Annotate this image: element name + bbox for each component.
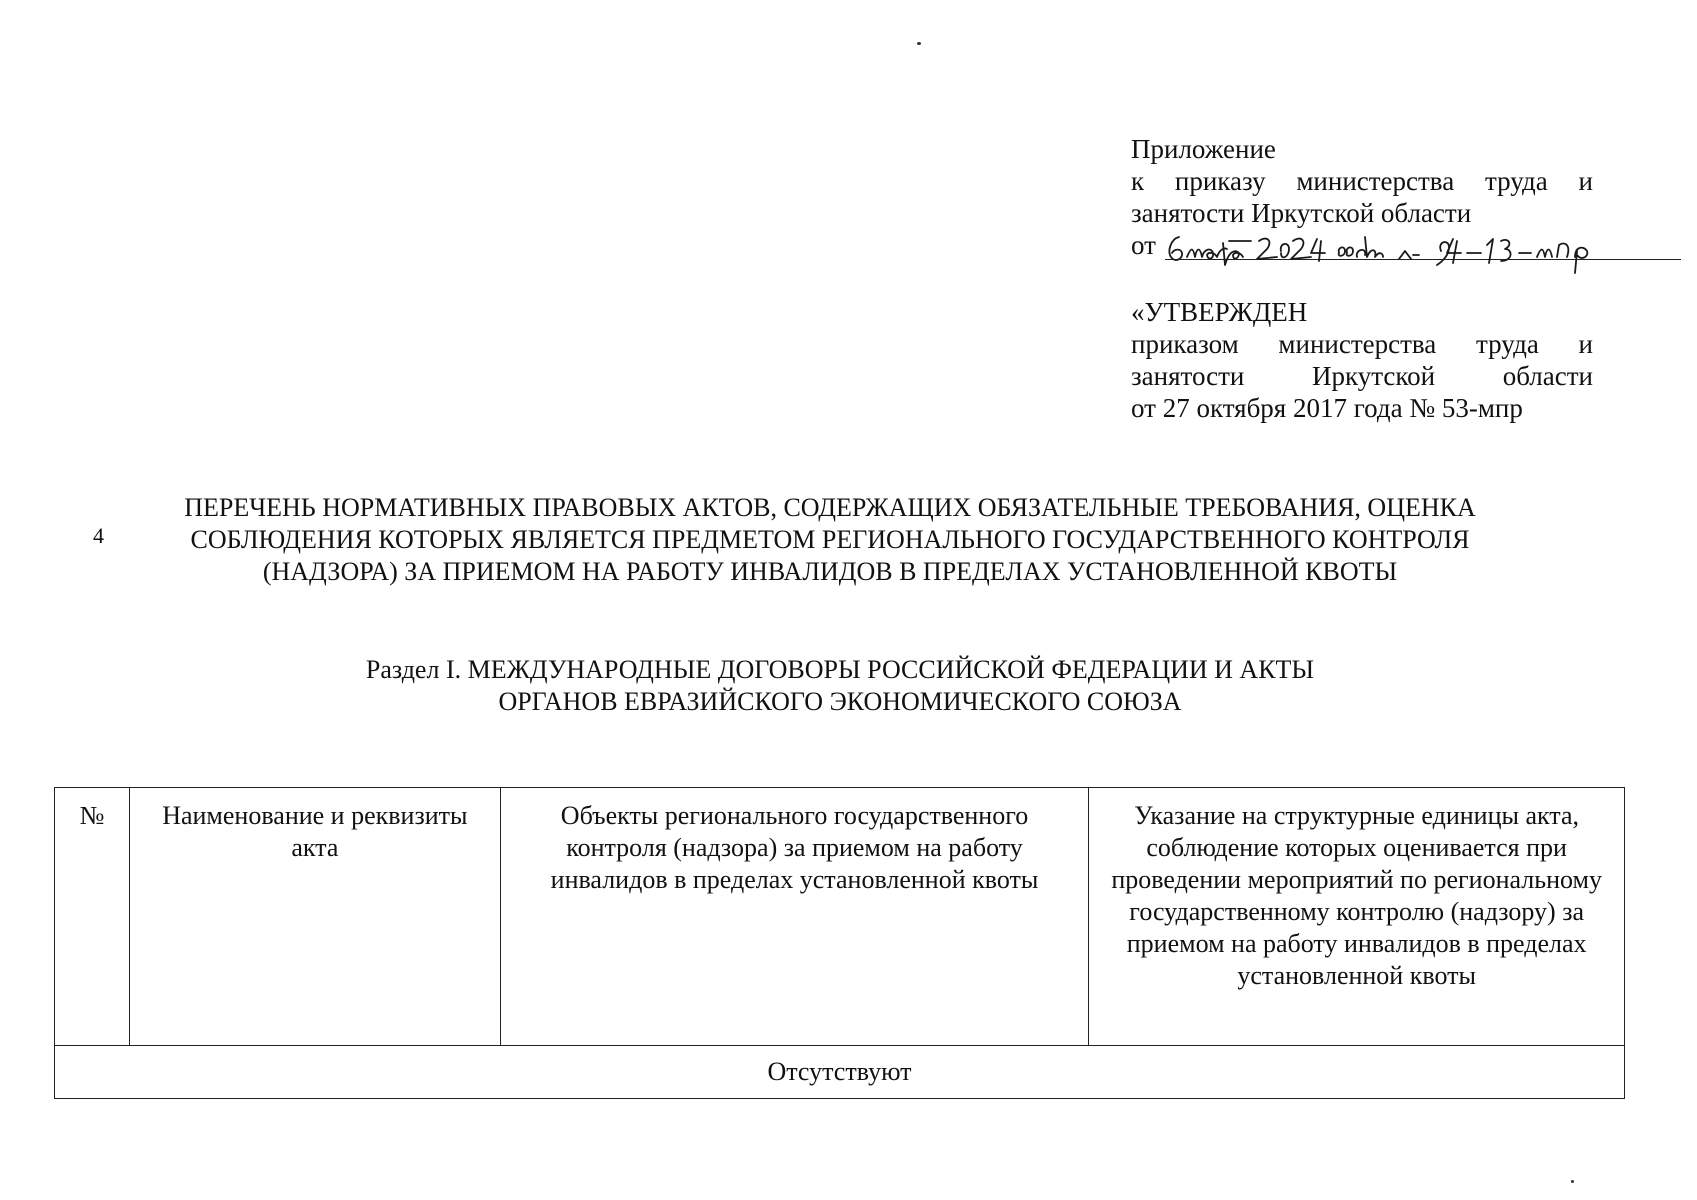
- approved-line-3: от 27 октября 2017 года № 53-мпр: [1131, 393, 1523, 423]
- appendix-block: [1131, 133, 1593, 263]
- header-act-name: Наименование и реквизиты акта: [129, 788, 500, 1046]
- table-row: [55, 1046, 1625, 1099]
- approved-word: и: [1578, 329, 1593, 359]
- appendix-line-2: занятости Иркутской области: [1131, 198, 1472, 228]
- appendix-heading: Приложение: [1131, 134, 1276, 164]
- appendix-word: труда: [1484, 166, 1548, 196]
- header-control-objects: Объекты регионального государственного контроля (надзора) за приемом на работу инвалидов в пределах установленной квоты: [500, 788, 1089, 1046]
- empty-row-text: Отсутствуют: [55, 1046, 1625, 1099]
- handwritten-date-signature: [1131, 217, 1691, 277]
- appendix-line-1: [1131, 165, 1593, 197]
- approved-word: области: [1502, 361, 1593, 391]
- appendix-date-line: [1131, 229, 1593, 263]
- document-title: [100, 492, 1560, 588]
- section-title-line-1: Раздел I. МЕЖДУНАРОДНЫЕ ДОГОВОРЫ РОССИЙСКОЙ ФЕДЕРАЦИИ И АКТЫ: [365, 655, 1315, 684]
- document-title-line-3: (НАДЗОРА) ЗА ПРИЕМОМ НА РАБОТУ ИНВАЛИДОВ В ПРЕДЕЛАХ УСТАНОВЛЕННОЙ КВОТЫ: [262, 557, 1398, 586]
- document-title-line-1: ПЕРЕЧЕНЬ НОРМАТИВНЫХ ПРАВОВЫХ АКТОВ, СОДЕРЖАЩИХ ОБЯЗАТЕЛЬНЫЕ ТРЕБОВАНИЯ, ОЦЕНКА: [184, 493, 1476, 522]
- section-title-line-2: ОРГАНОВ ЕВРАЗИЙСКОГО ЭКОНОМИЧЕСКОГО СОЮЗА: [498, 687, 1182, 716]
- approved-word: министерства: [1278, 329, 1437, 359]
- table-header-row: [55, 788, 1625, 1046]
- approved-block: [1131, 296, 1593, 424]
- approved-word: Иркутской: [1312, 361, 1436, 391]
- appendix-word: министерства: [1296, 166, 1455, 196]
- section-title: [200, 654, 1480, 718]
- appendix-word: и: [1578, 166, 1593, 196]
- from-label: от: [1131, 230, 1156, 260]
- appendix-word: приказу: [1174, 166, 1266, 196]
- appendix-word: к: [1131, 166, 1145, 196]
- approved-word: занятости: [1131, 361, 1245, 391]
- approved-word: труда: [1476, 329, 1539, 359]
- approved-line-1: [1131, 328, 1593, 360]
- approved-word: приказом: [1131, 329, 1239, 359]
- document-title-line-2: СОБЛЮДЕНИЯ КОТОРЫХ ЯВЛЯЕТСЯ ПРЕДМЕТОМ РЕГИОНАЛЬНОГО ГОСУДАРСТВЕННОГО КОНТРОЛЯ: [190, 525, 1470, 554]
- header-number: №: [55, 788, 130, 1046]
- acts-table: [54, 787, 1625, 1099]
- scan-speck: [917, 42, 921, 45]
- margin-mark: 4: [93, 523, 104, 548]
- scan-speck: [1571, 1180, 1574, 1183]
- approved-heading: «УТВЕРЖДЕН: [1131, 297, 1308, 327]
- approved-line-2: [1131, 360, 1593, 392]
- header-structural-units: Указание на структурные единицы акта, соблюдение которых оценивается при проведении мероприятий по региональному государственному контролю (надзору) за приемом на работу инвалидов в пределах установленной квоты: [1089, 788, 1625, 1046]
